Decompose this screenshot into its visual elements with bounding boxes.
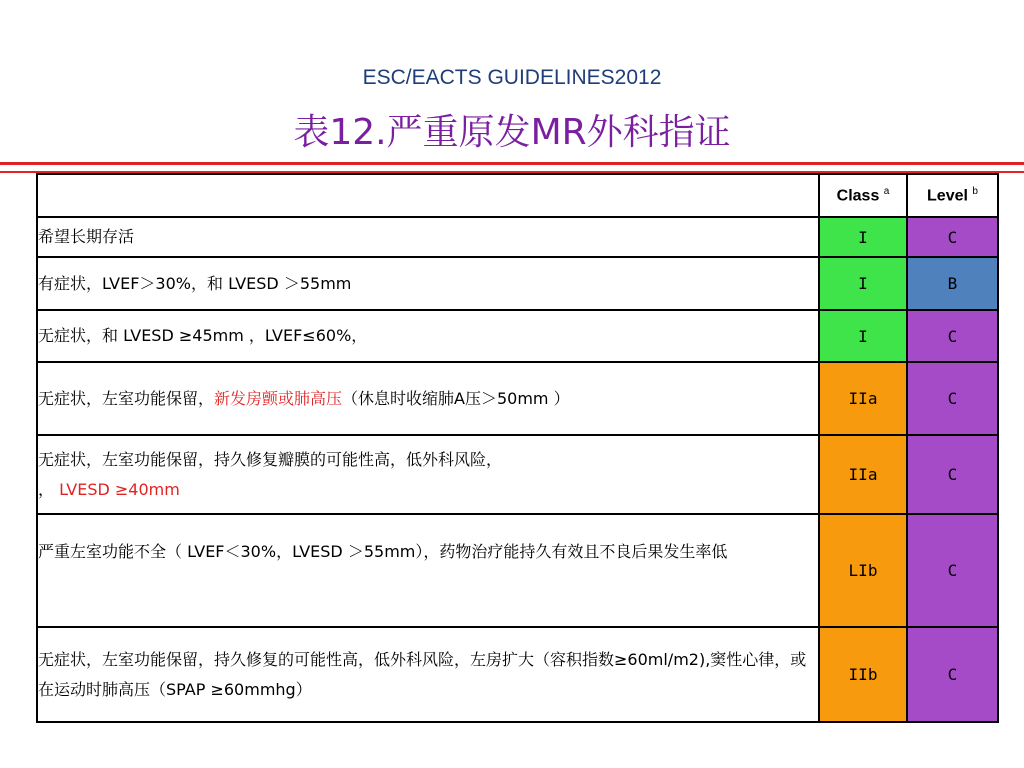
row-text: （休息时收缩肺A压＞50mm ） [342,388,570,408]
row-text: ， [38,479,55,499]
table-row [37,257,998,310]
header-description-cell [37,174,819,217]
divider-line-top [0,162,1024,165]
class-cell: I [819,217,907,257]
table-row [37,217,998,257]
table-row [37,310,998,362]
level-cell: C [907,310,998,362]
row-description: 严重左室功能不全（ LVEF＜30%，LVESD ＞55mm），药物治疗能持久有效且不良后果发生率低 [37,514,819,627]
level-cell: C [907,362,998,435]
row-description: 无症状，和 LVESD ≥45mm ，LVEF≤60%， [37,310,819,362]
class-cell: IIa [819,435,907,514]
table-row [37,627,998,722]
header-class-cell [819,174,907,217]
row-text: 无症状，左室功能保留，持久修复瓣膜的可能性高，低外科风险， [38,449,503,469]
row-description [37,362,819,435]
class-cell: IIb [819,627,907,722]
level-cell: C [907,627,998,722]
class-header-footnote: a [883,185,890,197]
row-text: 无症状，左室功能保留， [38,388,215,408]
table-row [37,514,998,627]
level-cell: C [907,514,998,627]
row-description: 希望长期存活 [37,217,819,257]
slide-title: 表12.严重原发MR外科指证 [293,112,731,153]
row-description: 无症状，左室功能保留，持久修复的可能性高，低外科风险，左房扩大（容积指数≥60ml/m2),窦性心律，或在运动时肺高压（SPAP ≥60mmhg） [37,627,819,722]
indications-table [36,173,999,723]
table-row [37,435,998,514]
highlight-text: 新发房颤或肺高压 [214,388,343,408]
table-header-row [37,174,998,217]
level-header-label: Level [927,187,968,205]
level-header-footnote: b [972,185,978,197]
class-cell: I [819,257,907,310]
level-cell: B [907,257,998,310]
class-cell: IIa [819,362,907,435]
class-header-label: Class [836,187,880,205]
class-cell: LIb [819,514,907,627]
slide-subtitle: ESC/EACTS GUIDELINES2012 [362,66,662,89]
highlight-text: LVESD ≥40mm [59,479,180,499]
table-row [37,362,998,435]
row-description [37,435,819,514]
level-cell: C [907,217,998,257]
row-description: 有症状，LVEF＞30%，和 LVESD ＞55mm [37,257,819,310]
header-level-cell [907,174,998,217]
level-cell: C [907,435,998,514]
class-cell: I [819,310,907,362]
